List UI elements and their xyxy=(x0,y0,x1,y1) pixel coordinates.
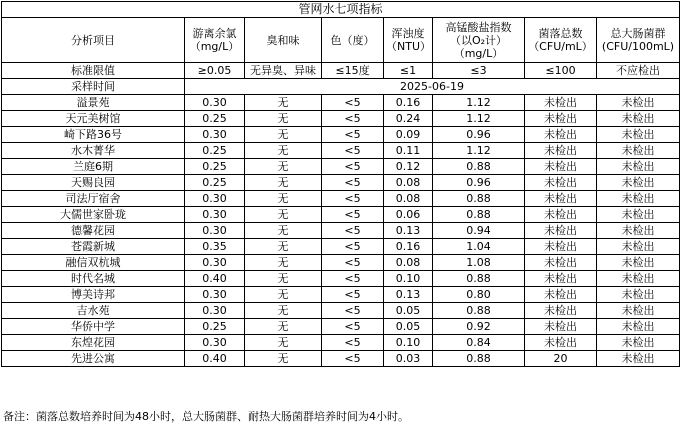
site-name-cell: 水木菁华 xyxy=(2,143,185,159)
total-colonies-cell: 未检出 xyxy=(525,159,597,175)
permanganate-index-cell: 0.96 xyxy=(433,127,525,143)
total-colonies-cell: 未检出 xyxy=(525,223,597,239)
turbidity-cell: 0.13 xyxy=(384,223,433,239)
total-coliforms-cell: 未检出 xyxy=(597,239,680,255)
header-total-colonies: 菌落总数 （CFU/mL） xyxy=(525,18,597,63)
total-colonies-cell: 未检出 xyxy=(525,191,597,207)
table-row xyxy=(2,239,680,255)
total-colonies-cell: 未检出 xyxy=(525,143,597,159)
header-row xyxy=(2,18,680,63)
total-coliforms-cell: 未检出 xyxy=(597,207,680,223)
limit-coliforms: 不应检出 xyxy=(597,63,680,79)
turbidity-cell: 0.13 xyxy=(384,287,433,303)
site-name-cell: 博美诗邦 xyxy=(2,287,185,303)
header-total-coliforms: 总大肠菌群 (CFU/100mL) xyxy=(597,18,680,63)
odor-taste-cell: 无 xyxy=(245,223,322,239)
table-row xyxy=(2,351,680,367)
total-colonies-cell: 未检出 xyxy=(525,319,597,335)
table-row xyxy=(2,111,680,127)
permanganate-index-cell: 1.04 xyxy=(433,239,525,255)
turbidity-cell: 0.12 xyxy=(384,159,433,175)
free-chlorine-cell: 0.25 xyxy=(185,319,245,335)
permanganate-index-cell: 0.88 xyxy=(433,303,525,319)
color-cell: <5 xyxy=(322,239,384,255)
total-coliforms-cell: 未检出 xyxy=(597,287,680,303)
odor-taste-cell: 无 xyxy=(245,175,322,191)
color-cell: <5 xyxy=(322,111,384,127)
odor-taste-cell: 无 xyxy=(245,303,322,319)
header-odor-taste: 臭和味 xyxy=(245,18,322,63)
site-name-cell: 东煌花园 xyxy=(2,335,185,351)
permanganate-index-cell: 0.88 xyxy=(433,159,525,175)
permanganate-index-cell: 0.84 xyxy=(433,335,525,351)
permanganate-index-cell: 1.12 xyxy=(433,143,525,159)
table-row xyxy=(2,223,680,239)
site-name-cell: 司法厅宿舍 xyxy=(2,191,185,207)
color-cell: <5 xyxy=(322,143,384,159)
site-name-cell: 兰庭6期 xyxy=(2,159,185,175)
total-coliforms-cell: 未检出 xyxy=(597,111,680,127)
total-coliforms-cell: 未检出 xyxy=(597,255,680,271)
limit-color: ≤15度 xyxy=(322,63,384,79)
site-name-cell: 天元美树馆 xyxy=(2,111,185,127)
total-colonies-cell: 未检出 xyxy=(525,255,597,271)
site-name-cell: 先进公寓 xyxy=(2,351,185,367)
header-analysis-item: 分析项目 xyxy=(2,18,185,63)
site-name-cell: 苍霞新城 xyxy=(2,239,185,255)
turbidity-cell: 0.08 xyxy=(384,255,433,271)
free-chlorine-cell: 0.25 xyxy=(185,143,245,159)
header-permanganate-index: 高锰酸盐指数 （以O₂计） （mg/L） xyxy=(433,18,525,63)
free-chlorine-cell: 0.30 xyxy=(185,95,245,111)
limits-label: 标准限值 xyxy=(2,63,185,79)
free-chlorine-cell: 0.40 xyxy=(185,271,245,287)
odor-taste-cell: 无 xyxy=(245,239,322,255)
turbidity-cell: 0.05 xyxy=(384,319,433,335)
odor-taste-cell: 无 xyxy=(245,111,322,127)
footnote: 备注：菌落总数培养时间为48小时，总大肠菌群、耐热大肠菌群培养时间为4小时。 xyxy=(3,410,409,423)
turbidity-cell: 0.10 xyxy=(384,271,433,287)
table-row xyxy=(2,271,680,287)
limit-permanganate: ≤3 xyxy=(433,63,525,79)
header-color: 色（度） xyxy=(322,18,384,63)
color-cell: <5 xyxy=(322,191,384,207)
site-name-cell: 溢景苑 xyxy=(2,95,185,111)
odor-taste-cell: 无 xyxy=(245,207,322,223)
total-colonies-cell: 未检出 xyxy=(525,175,597,191)
turbidity-cell: 0.24 xyxy=(384,111,433,127)
color-cell: <5 xyxy=(322,159,384,175)
limit-free-chlorine: ≥0.05 xyxy=(185,63,245,79)
odor-taste-cell: 无 xyxy=(245,271,322,287)
table-row xyxy=(2,319,680,335)
permanganate-index-cell: 0.80 xyxy=(433,287,525,303)
table-title: 管网水七项指标 xyxy=(2,2,680,18)
free-chlorine-cell: 0.25 xyxy=(185,175,245,191)
total-colonies-cell: 未检出 xyxy=(525,127,597,143)
total-colonies-cell: 未检出 xyxy=(525,303,597,319)
sampling-label: 采样时间 xyxy=(2,79,185,95)
total-coliforms-cell: 未检出 xyxy=(597,335,680,351)
site-name-cell: 时代名城 xyxy=(2,271,185,287)
table-row xyxy=(2,159,680,175)
total-coliforms-cell: 未检出 xyxy=(597,223,680,239)
limit-colonies: ≤100 xyxy=(525,63,597,79)
permanganate-index-cell: 1.12 xyxy=(433,111,525,127)
permanganate-index-cell: 0.94 xyxy=(433,223,525,239)
odor-taste-cell: 无 xyxy=(245,159,322,175)
total-coliforms-cell: 未检出 xyxy=(597,191,680,207)
free-chlorine-cell: 0.30 xyxy=(185,223,245,239)
site-name-cell: 融信双杭城 xyxy=(2,255,185,271)
color-cell: <5 xyxy=(322,95,384,111)
free-chlorine-cell: 0.30 xyxy=(185,255,245,271)
total-colonies-cell: 未检出 xyxy=(525,335,597,351)
permanganate-index-cell: 0.88 xyxy=(433,191,525,207)
limit-odor-taste: 无异臭、异味 xyxy=(245,63,322,79)
table-row xyxy=(2,175,680,191)
water-quality-table xyxy=(1,1,680,367)
color-cell: <5 xyxy=(322,335,384,351)
free-chlorine-cell: 0.25 xyxy=(185,159,245,175)
table-row xyxy=(2,255,680,271)
table-row xyxy=(2,143,680,159)
total-coliforms-cell: 未检出 xyxy=(597,95,680,111)
color-cell: <5 xyxy=(322,303,384,319)
limit-turbidity: ≤1 xyxy=(384,63,433,79)
total-colonies-cell: 20 xyxy=(525,351,597,367)
total-coliforms-cell: 未检出 xyxy=(597,175,680,191)
turbidity-cell: 0.16 xyxy=(384,95,433,111)
color-cell: <5 xyxy=(322,127,384,143)
turbidity-cell: 0.16 xyxy=(384,239,433,255)
table-row xyxy=(2,287,680,303)
total-coliforms-cell: 未检出 xyxy=(597,351,680,367)
site-name-cell: 大儒世家卧珑 xyxy=(2,207,185,223)
turbidity-cell: 0.03 xyxy=(384,351,433,367)
color-cell: <5 xyxy=(322,271,384,287)
table-row xyxy=(2,95,680,111)
odor-taste-cell: 无 xyxy=(245,95,322,111)
header-turbidity: 浑浊度 （NTU） xyxy=(384,18,433,63)
permanganate-index-cell: 0.88 xyxy=(433,207,525,223)
odor-taste-cell: 无 xyxy=(245,255,322,271)
free-chlorine-cell: 0.30 xyxy=(185,127,245,143)
free-chlorine-cell: 0.30 xyxy=(185,207,245,223)
odor-taste-cell: 无 xyxy=(245,335,322,351)
turbidity-cell: 0.10 xyxy=(384,335,433,351)
odor-taste-cell: 无 xyxy=(245,351,322,367)
odor-taste-cell: 无 xyxy=(245,127,322,143)
free-chlorine-cell: 0.40 xyxy=(185,351,245,367)
limits-row xyxy=(2,63,680,79)
color-cell: <5 xyxy=(322,207,384,223)
total-colonies-cell: 未检出 xyxy=(525,239,597,255)
color-cell: <5 xyxy=(322,223,384,239)
turbidity-cell: 0.11 xyxy=(384,143,433,159)
permanganate-index-cell: 0.88 xyxy=(433,351,525,367)
total-coliforms-cell: 未检出 xyxy=(597,303,680,319)
total-coliforms-cell: 未检出 xyxy=(597,127,680,143)
turbidity-cell: 0.09 xyxy=(384,127,433,143)
sampling-row xyxy=(2,79,680,95)
free-chlorine-cell: 0.35 xyxy=(185,239,245,255)
odor-taste-cell: 无 xyxy=(245,319,322,335)
header-free-chlorine: 游离余氯 （mg/L） xyxy=(185,18,245,63)
site-name-cell: 华侨中学 xyxy=(2,319,185,335)
site-name-cell: 吉水苑 xyxy=(2,303,185,319)
color-cell: <5 xyxy=(322,351,384,367)
table-row xyxy=(2,335,680,351)
permanganate-index-cell: 0.88 xyxy=(433,271,525,287)
site-name-cell: 德馨花园 xyxy=(2,223,185,239)
free-chlorine-cell: 0.25 xyxy=(185,111,245,127)
turbidity-cell: 0.06 xyxy=(384,207,433,223)
color-cell: <5 xyxy=(322,255,384,271)
total-colonies-cell: 未检出 xyxy=(525,287,597,303)
table-row xyxy=(2,207,680,223)
odor-taste-cell: 无 xyxy=(245,191,322,207)
total-colonies-cell: 未检出 xyxy=(525,95,597,111)
free-chlorine-cell: 0.30 xyxy=(185,191,245,207)
permanganate-index-cell: 1.12 xyxy=(433,95,525,111)
total-colonies-cell: 未检出 xyxy=(525,271,597,287)
sampling-date: 2025-06-19 xyxy=(185,79,680,95)
total-colonies-cell: 未检出 xyxy=(525,111,597,127)
odor-taste-cell: 无 xyxy=(245,143,322,159)
free-chlorine-cell: 0.30 xyxy=(185,287,245,303)
title-row xyxy=(2,2,680,18)
turbidity-cell: 0.08 xyxy=(384,175,433,191)
permanganate-index-cell: 0.92 xyxy=(433,319,525,335)
odor-taste-cell: 无 xyxy=(245,287,322,303)
table-row xyxy=(2,191,680,207)
total-colonies-cell: 未检出 xyxy=(525,207,597,223)
site-name-cell: 天赐良园 xyxy=(2,175,185,191)
table-row xyxy=(2,303,680,319)
total-coliforms-cell: 未检出 xyxy=(597,319,680,335)
total-coliforms-cell: 未检出 xyxy=(597,159,680,175)
table-row xyxy=(2,127,680,143)
color-cell: <5 xyxy=(322,319,384,335)
free-chlorine-cell: 0.30 xyxy=(185,335,245,351)
free-chlorine-cell: 0.30 xyxy=(185,303,245,319)
total-coliforms-cell: 未检出 xyxy=(597,143,680,159)
turbidity-cell: 0.05 xyxy=(384,303,433,319)
permanganate-index-cell: 1.08 xyxy=(433,255,525,271)
site-name-cell: 崎下路36号 xyxy=(2,127,185,143)
permanganate-index-cell: 0.96 xyxy=(433,175,525,191)
color-cell: <5 xyxy=(322,287,384,303)
color-cell: <5 xyxy=(322,175,384,191)
total-coliforms-cell: 未检出 xyxy=(597,271,680,287)
turbidity-cell: 0.08 xyxy=(384,191,433,207)
